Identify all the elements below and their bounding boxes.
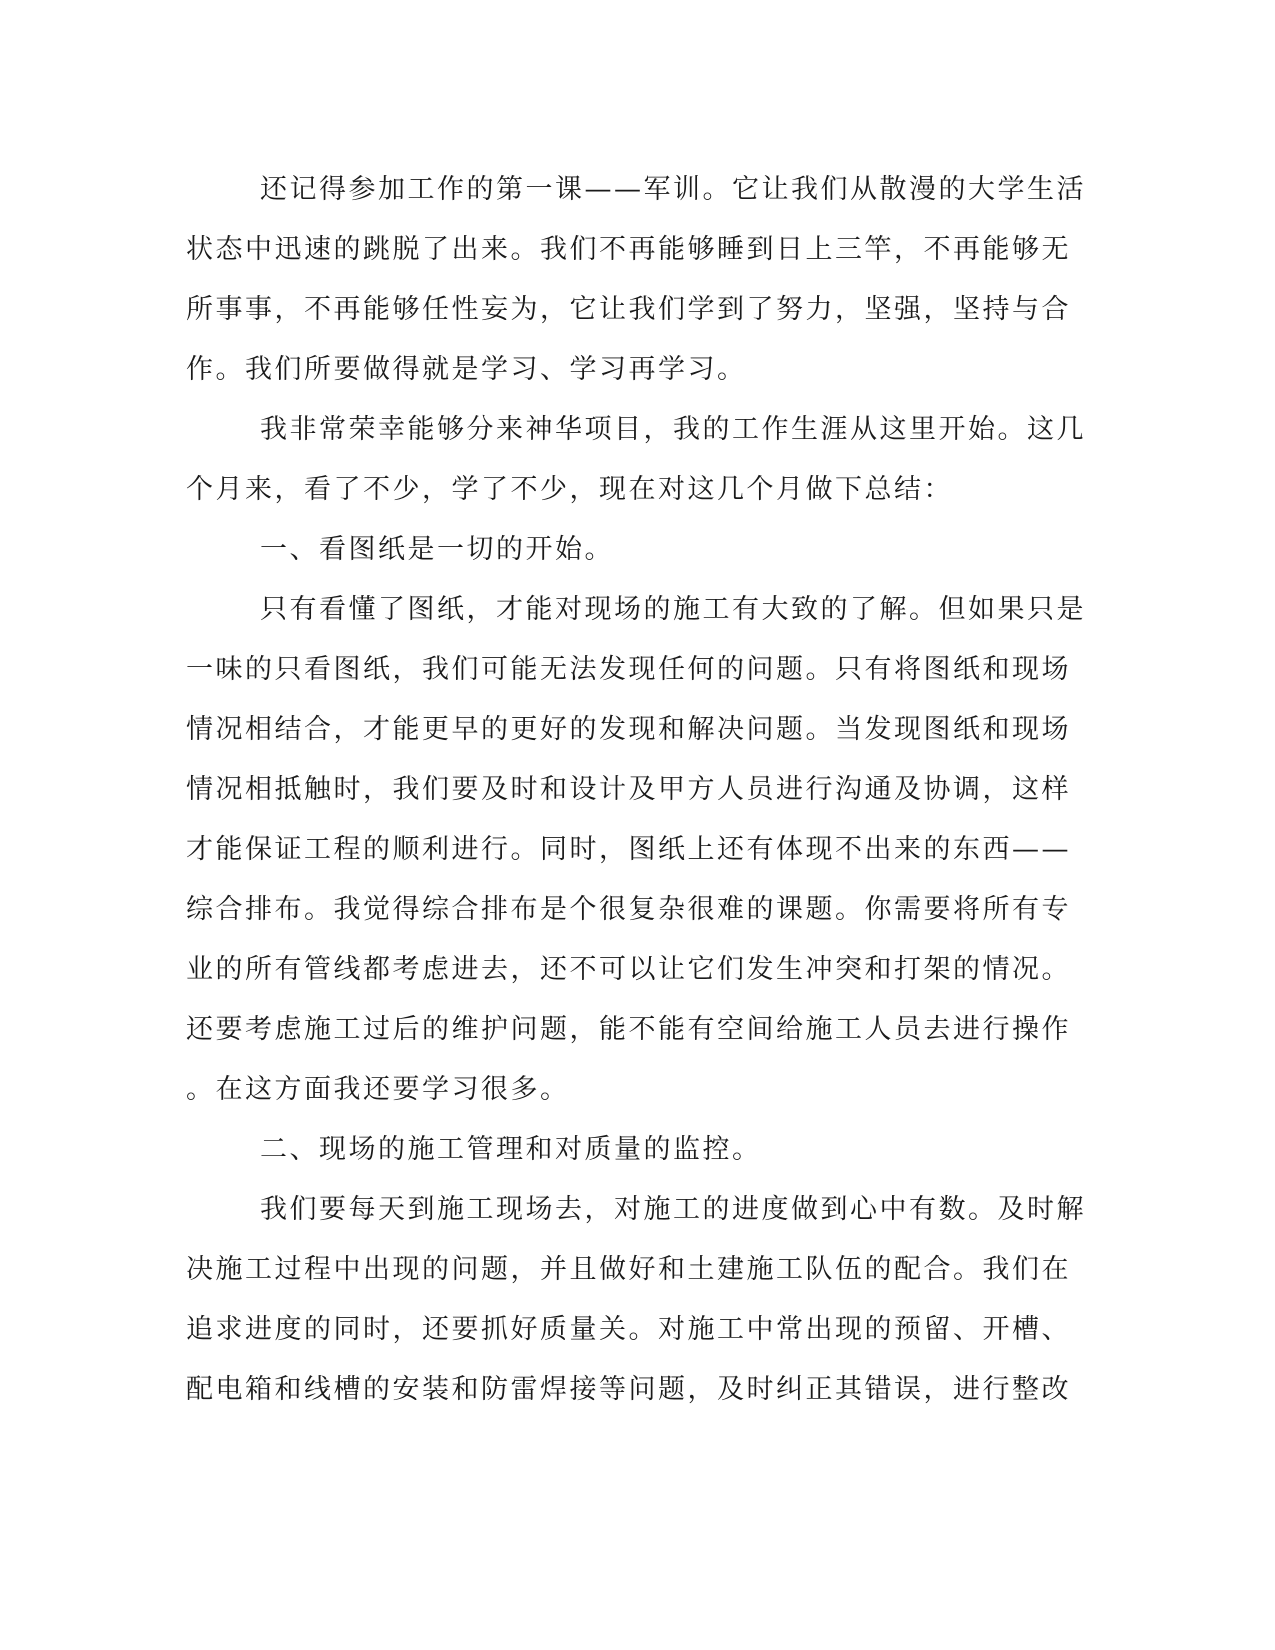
paragraph-4-line-3: 追求进度的同时，还要抓好质量关。对施工中常出现的预留、开槽、 bbox=[186, 1314, 1071, 1345]
paragraph-3-line-3: 情况相结合，才能更早的更好的发现和解决问题。当发现图纸和现场 bbox=[186, 714, 1071, 745]
paragraph-1-line-2: 状态中迅速的跳脱了出来。我们不再能够睡到日上三竿，不再能够无 bbox=[186, 234, 1071, 265]
paragraph-3-line-6: 综合排布。我觉得综合排布是个很复杂很难的课题。你需要将所有专 bbox=[186, 894, 1071, 925]
paragraph-1-line-4: 作。我们所要做得就是学习、学习再学习。 bbox=[186, 354, 747, 385]
paragraph-4-line-4: 配电箱和线槽的安装和防雷焊接等问题，及时纠正其错误，进行整改 bbox=[186, 1374, 1071, 1405]
paragraph-3-line-5: 才能保证工程的顺利进行。同时，图纸上还有体现不出来的东西—— bbox=[186, 834, 1071, 865]
paragraph-2-line-2: 个月来，看了不少，学了不少，现在对这几个月做下总结： bbox=[186, 474, 953, 505]
paragraph-3-line-8: 还要考虑施工过后的维护问题，能不能有空间给施工人员去进行操作 bbox=[186, 1014, 1071, 1045]
paragraph-3-line-9: 。在这方面我还要学习很多。 bbox=[186, 1074, 570, 1105]
document-body bbox=[186, 160, 1086, 1420]
paragraph-3-line-7: 业的所有管线都考虑进去，还不可以让它们发生冲突和打架的情况。 bbox=[186, 954, 1071, 985]
paragraph-3-line-2: 一味的只看图纸，我们可能无法发现任何的问题。只有将图纸和现场 bbox=[186, 654, 1071, 685]
paragraph-3-line-1: 只有看懂了图纸，才能对现场的施工有大致的了解。但如果只是 bbox=[260, 594, 1086, 625]
paragraph-2-line-1: 我非常荣幸能够分来神华项目，我的工作生涯从这里开始。这几 bbox=[260, 414, 1086, 445]
paragraph-4-line-2: 决施工过程中出现的问题，并且做好和土建施工队伍的配合。我们在 bbox=[186, 1254, 1071, 1285]
paragraph-1-line-3: 所事事，不再能够任性妄为，它让我们学到了努力，坚强，坚持与合 bbox=[186, 294, 1071, 325]
section-heading-1: 一、看图纸是一切的开始。 bbox=[260, 534, 614, 565]
paragraph-1-line-1: 还记得参加工作的第一课——军训。它让我们从散漫的大学生活 bbox=[260, 174, 1086, 205]
section-heading-2: 二、现场的施工管理和对质量的监控。 bbox=[260, 1134, 762, 1165]
paragraph-3-line-4: 情况相抵触时，我们要及时和设计及甲方人员进行沟通及协调，这样 bbox=[186, 774, 1071, 805]
paragraph-4-line-1: 我们要每天到施工现场去，对施工的进度做到心中有数。及时解 bbox=[260, 1194, 1086, 1225]
